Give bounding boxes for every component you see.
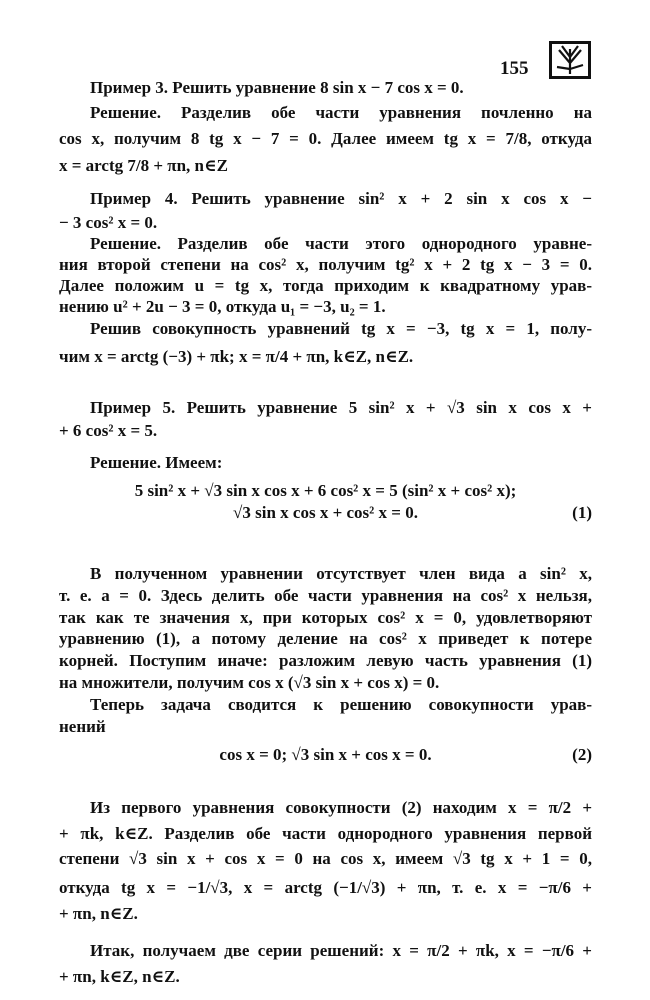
equation-1: √3 sin x cos x + cos² x = 0. (233, 503, 418, 522)
text-line: степени √3 sin x + cos x = 0 на cos x, имеем √3 tg x + 1 = 0, (59, 849, 592, 868)
equation-2: cos x = 0; √3 sin x + cos x = 0. (219, 745, 432, 764)
text-line: уравнению (1), а потому деление на cos² x приведет к потере (59, 629, 592, 648)
example-5-heading: Пример 5. Решить уравнение 5 sin² x + √3 sin x cos x + (90, 398, 592, 417)
text-line: Решение. Разделив обе части уравнения почленно на (90, 103, 592, 122)
text-line: − 3 cos² x = 0. (59, 213, 158, 232)
text-line: корней. Поступим иначе: разложим левую часть уравнения (1) (59, 651, 592, 670)
text-line: x = arctg 7/8 + πn, n∈Z (59, 156, 228, 175)
text-line: cos x, получим 8 tg x − 7 = 0. Далее имеем tg x = 7/8, откуда (59, 129, 592, 148)
text-line: В полученном уравнении отсутствует член вида a sin² x, (90, 564, 592, 583)
text-line: нений (59, 717, 106, 736)
text-line: + πk, k∈Z. Разделив обе части однородного уравнения первой (59, 824, 592, 843)
equation-1-row (59, 502, 592, 524)
text-line: так как те значения x, при которых cos² x = 0, удовлетворяют (59, 608, 592, 627)
text-line: Решив совокупность уравнений tg x = −3, tg x = 1, полу- (90, 319, 592, 338)
text-line: ния второй степени на cos² x, получим tg² x + 2 tg x − 3 = 0. (59, 255, 592, 274)
example-3-heading: Пример 3. Решить уравнение 8 sin x − 7 cos x = 0. (90, 78, 464, 97)
text-line: + πn, k∈Z, n∈Z. (59, 967, 180, 986)
equation-2-row (59, 744, 592, 766)
text-line: + 6 cos² x = 5. (59, 421, 158, 440)
text-line: нению u² + 2u − 3 = 0, откуда u₁ = −3, u₂ = 1. (59, 297, 386, 316)
text-line: Решение. Разделив обе части этого однородного уравне- (90, 234, 592, 253)
publisher-logo-icon (549, 41, 591, 79)
solution-label: Решение. Имеем: (90, 453, 223, 472)
text-line: т. е. a = 0. Здесь делить обе части уравнения на cos² x нельзя, (59, 586, 592, 605)
text-line: Итак, получаем две серии решений: x = π/2 + πk, x = −π/6 + (90, 941, 592, 960)
example-4-heading: Пример 4. Решить уравнение sin² x + 2 sin x cos x − (90, 189, 592, 208)
text-line: Из первого уравнения совокупности (2) находим x = π/2 + (90, 798, 592, 817)
equation-1-number: (1) (572, 503, 592, 522)
text-line: + πn, n∈Z. (59, 904, 138, 923)
page-number: 155 (500, 58, 529, 79)
text-line: на множители, получим cos x (√3 sin x + cos x) = 0. (59, 673, 440, 692)
equation-2-number: (2) (572, 745, 592, 764)
text-line: Теперь задача сводится к решению совокупности урав- (90, 695, 592, 714)
text-line: Далее положим u = tg x, тогда приходим к квадратному урав- (59, 276, 592, 295)
equation-line: 5 sin² x + √3 sin x cos x + 6 cos² x = 5 (sin² x + cos² x); (134, 481, 517, 500)
text-line: чим x = arctg (−3) + πk; x = π/4 + πn, k∈Z, n∈Z. (59, 347, 414, 366)
text-line: откуда tg x = −1/√3, x = arctg (−1/√3) + πn, т. е. x = −π/6 + (59, 878, 592, 897)
